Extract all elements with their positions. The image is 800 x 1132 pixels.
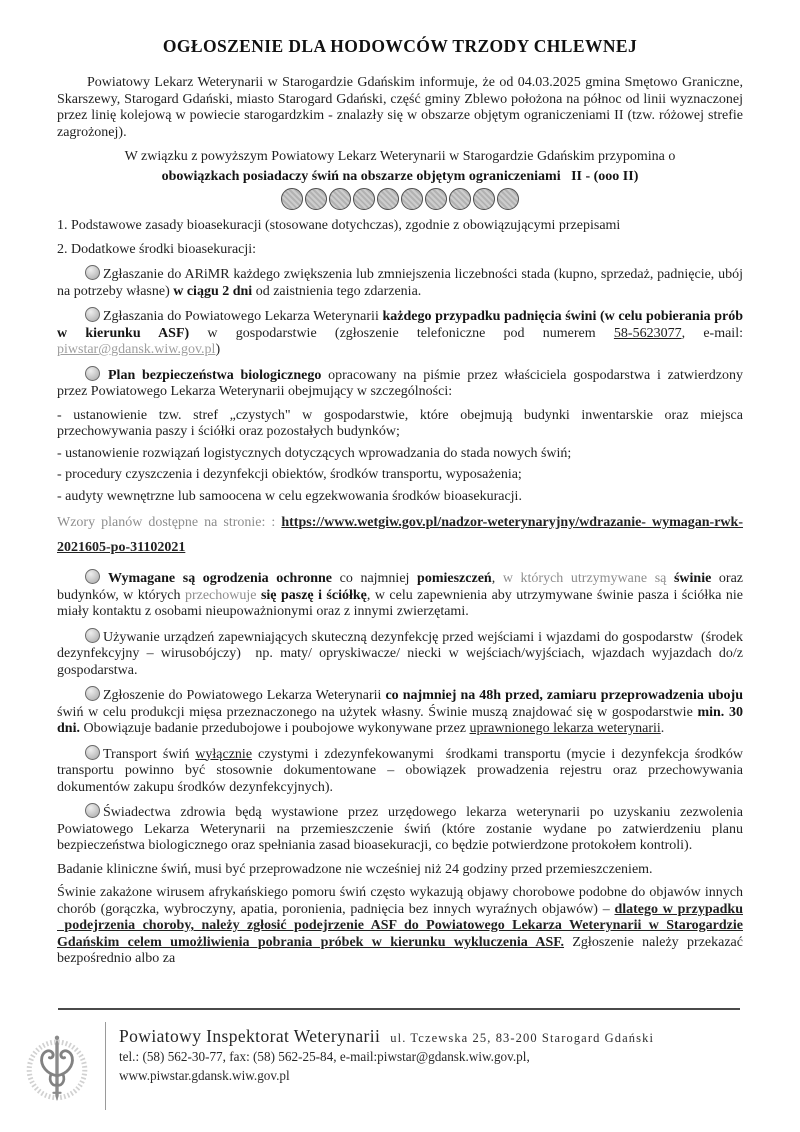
text-run: przechowuje bbox=[184, 587, 257, 603]
org-address: ul. Tczewska 25, 83-200 Starogard Gdański bbox=[390, 1031, 655, 1045]
text-run: Badanie kliniczne świń, musi być przeprowadzone nie wcześniej niż 24 godziny przed przemieszczeniem. bbox=[57, 861, 653, 877]
intro-paragraph bbox=[57, 75, 743, 141]
bullet-ball-icon bbox=[85, 307, 100, 322]
reminder-line bbox=[57, 148, 743, 166]
dot-icon bbox=[401, 188, 423, 210]
text-run: każdego przypadku padnięcia świni (w celu pobierania prób w kierunku ASF) bbox=[57, 309, 743, 341]
org-name: Powiatowy Inspektorat Weterynarii bbox=[119, 1026, 381, 1046]
footer-org-line bbox=[119, 1026, 654, 1047]
list-item-1 bbox=[57, 218, 743, 235]
text-run: 1. Podstawowe zasady bioasekuracji (stosowane dotychczas), zgodnie z obowiązującymi przepisami bbox=[57, 218, 621, 233]
dot-icon bbox=[473, 188, 495, 210]
text-run: Używanie urządzeń zapewniających skuteczną dezynfekcję przed wejściami i wjazdami do gospodarstw (środek dezynfekcyjny – wirusobójczy) np. maty/ opryskiwacze/ niecki w wejściach/wyjściach, wjazdach wyjazdach do/z gospodarstwa. bbox=[57, 629, 743, 678]
text-run: w ciągu 2 dni bbox=[173, 283, 253, 299]
list-item-2 bbox=[57, 242, 743, 259]
plans-link-paragraph bbox=[57, 510, 743, 560]
email-link: piwstar@gdansk.wiw.gov.pl bbox=[57, 342, 216, 357]
para-badanie-kliniczne bbox=[57, 862, 743, 879]
bullet-uboj-48h bbox=[57, 686, 743, 738]
text-run: świnie bbox=[673, 571, 712, 586]
text-run: Powiatowy Lekarz Weterynarii w Starogardzie Gdańskim informuje, że od 04.03.2025 gmina Smętowo Graniczne, Skarszewy, Starogard Gdański, miasto Starogard Gdański, część gminy Zblewo położona na północ od linii wyznaczonej przez linię kolejową w powiecie starogardzkim - znalazły się w obszarze objętym ograniczeniami II (tzw. różowej strefie zagrożonej). bbox=[57, 75, 743, 140]
org-website: www.piwstar.gdansk.wiw.gov.pl bbox=[119, 1068, 290, 1083]
dash-strefy-czyste bbox=[57, 408, 743, 441]
bullet-ball-icon bbox=[85, 569, 100, 584]
text-run: - audyty wewnętrzne lub samoocena w celu egzekwowania środków bioasekuracji. bbox=[57, 488, 522, 504]
bullet-swiadectwa bbox=[57, 803, 743, 855]
footer-vertical-divider bbox=[105, 1022, 106, 1110]
text-run: co najmniej bbox=[332, 571, 418, 586]
text-run: Zgłaszania do Powiatowego Lekarza Weterynarii bbox=[103, 309, 383, 324]
text-run: Obowiązuje badanie przedubojowe i poubojowe wykonywane przez bbox=[79, 721, 470, 736]
text-run: Zgłaszanie do ARiMR każdego zwiększenia lub zmniejszenia liczebności stada (kupno, sprzedaż, padnięcie, ubój na potrzeby własne) bbox=[57, 267, 743, 299]
bullet-dezynfekcja bbox=[57, 628, 743, 680]
bullet-arimr bbox=[57, 265, 743, 300]
text-run: pomieszczeń bbox=[417, 571, 492, 586]
text-run: w których utrzymywane są bbox=[502, 571, 667, 586]
text-run: ) bbox=[215, 342, 221, 357]
text-run: , e-mail: bbox=[681, 325, 743, 341]
text-run: min. 30 dni. bbox=[57, 704, 743, 736]
dot-icon bbox=[353, 188, 375, 210]
text-run: co najmniej na 48h przed, zamiaru przeprowadzenia uboju bbox=[385, 688, 743, 703]
text-run: świń w celu produkcji mięsa przeznaczonego na użytek własny. Świnie muszą znajdować się w gospodarstwie bbox=[57, 704, 698, 720]
dash-procedury bbox=[57, 467, 743, 484]
dot-icon bbox=[449, 188, 471, 210]
bullet-ball-icon bbox=[85, 265, 100, 280]
dot-icon bbox=[281, 188, 303, 210]
dots-separator bbox=[57, 188, 743, 210]
obligations-heading bbox=[57, 168, 743, 186]
document-title: OGŁOSZENIE DLA HODOWCÓW TRZODY CHLEWNEJ bbox=[162, 36, 638, 56]
text-run: Świadectwa zdrowia będą wystawione przez urzędowego lekarza weterynarii po uzyskaniu zezwolenia Powiatowego Lekarza Weterynarii na przemieszczenie świń (które zostanie wydane po zatwierdzeniu planu bezpieczeństwa biologicznego oraz spełniania zasad bioasekuracji, co będzie potwierdzone protokołem kontroli). bbox=[57, 805, 743, 853]
bullet-ball-icon bbox=[85, 745, 100, 760]
bullet-padniecia bbox=[57, 307, 743, 359]
veterinary-caduceus-icon bbox=[25, 1024, 89, 1119]
text-run: Wzory planów dostępne na stronie: : bbox=[57, 515, 276, 530]
dot-icon bbox=[305, 188, 327, 210]
text-run: oraz budynków, w których bbox=[57, 571, 744, 603]
bullet-ball-icon bbox=[85, 366, 100, 381]
text-run: Świnie zakażone wirusem afrykańskiego pomoru świń często wykazują objawy chorobowe podobne do objawów innych chorób (gorączka, wybroczyny, apatia, poronienia, padnięcia bez innych wyraźnych objawów) – bbox=[57, 885, 743, 917]
bullet-ball-icon bbox=[85, 803, 100, 818]
text-run: Transport świń bbox=[103, 746, 196, 762]
text-run: . bbox=[660, 721, 665, 736]
text-run: dlatego w przypadku podejrzenia choroby, należy zgłosić podejrzenie ASF do Powiatowego Lekarza Weterynarii w Starogardzie Gdańskim celem umożliwienia pobrania próbek w kierunku wykluczenia ASF. bbox=[57, 901, 743, 950]
page-footer bbox=[25, 1008, 770, 1119]
bullet-ball-icon bbox=[85, 686, 100, 701]
org-contact: tel.: (58) 562-30-77, fax: (58) 562-25-84, e-mail:piwstar@gdansk.wiw.gov.pl, bbox=[119, 1049, 530, 1064]
text-run: Wymagane są ogrodzenia ochronne bbox=[108, 571, 333, 586]
text-run: czystymi i zdezynfekowanymi środkami transportu (mycie i dezynfekcja środków transportu powinno być stosownie dokumentowane – obowiązek prowadzenia rejestru oraz przechowywania dokumentów zakupu środków dezynfekcyjnych). bbox=[57, 746, 743, 795]
text-run: Zgłoszenie do Powiatowego Lekarza Weterynarii bbox=[103, 688, 386, 703]
text-run: obowiązkach posiadaczy świń na obszarze objętym ograniczeniami II - (ooo II) bbox=[161, 169, 639, 184]
text-run: w gospodarstwie (zgłoszenie telefoniczne pod numerem bbox=[189, 325, 614, 341]
bullet-ogrodzenia bbox=[57, 569, 743, 621]
text-run: W związku z powyższym Powiatowy Lekarz Weterynarii w Starogardzie Gdańskim przypomina o bbox=[124, 149, 676, 164]
bullet-ball-icon bbox=[85, 628, 100, 643]
text-run: Zgłoszenie należy przekazać bezpośrednio albo za bbox=[57, 934, 743, 966]
phone-number: 58-5623077 bbox=[613, 325, 682, 341]
text-run: , bbox=[491, 571, 503, 586]
text-run: wyłącznie bbox=[195, 746, 253, 762]
text-run: - ustanowienie rozwiązań logistycznych dotyczących wprowadzania do stada nowych świń; bbox=[57, 445, 572, 461]
text-run: się paszę i ściółkę bbox=[260, 587, 367, 603]
text-run: 2. Dodatkowe środki bioasekuracji: bbox=[57, 241, 257, 257]
para-asf-objawy bbox=[57, 885, 743, 968]
dash-logistyka bbox=[57, 446, 743, 463]
plans-url: https://www.wetgiw.gov.pl/nadzor-weterynaryjny/wdrazanie- wymagan-rwk-2021605-po-31102021 bbox=[57, 515, 743, 555]
footer-divider-line bbox=[58, 1008, 740, 1010]
bullet-plan-bezpieczenstwa bbox=[57, 366, 743, 401]
text-run: od zaistnienia tego zdarzenia. bbox=[252, 283, 422, 299]
dot-icon bbox=[329, 188, 351, 210]
text-run: - ustanowienie tzw. stref „czystych" w gospodarstwie, które obejmują budynki inwentarskie oraz miejsca przechowywania paszy i ściółki oraz pozostałych budynków; bbox=[57, 407, 743, 439]
text-run: Plan bezpieczeństwa biologicznego bbox=[108, 367, 322, 383]
document-body bbox=[57, 75, 743, 968]
text-run: opracowany na piśmie przez właściciela gospodarstwa i zatwierdzony przez Powiatowego Lekarza Weterynarii obejmujący w szczególności: bbox=[57, 367, 743, 399]
text-run: uprawnionego lekarza weterynarii bbox=[469, 721, 661, 736]
dot-icon bbox=[377, 188, 399, 210]
dot-icon bbox=[497, 188, 519, 210]
text-run: , w celu zapewnienia aby utrzymywane świnie pasza i ściółka nie miały kontaktu z osobami nieupoważnionymi oraz z innymi zwierzętami. bbox=[57, 587, 744, 619]
dash-audyty bbox=[57, 489, 743, 506]
dot-icon bbox=[425, 188, 447, 210]
text-run: - procedury czyszczenia i dezynfekcji obiektów, środków transportu, wyposażenia; bbox=[57, 467, 522, 482]
bullet-transport bbox=[57, 745, 743, 797]
text-run bbox=[666, 571, 674, 586]
